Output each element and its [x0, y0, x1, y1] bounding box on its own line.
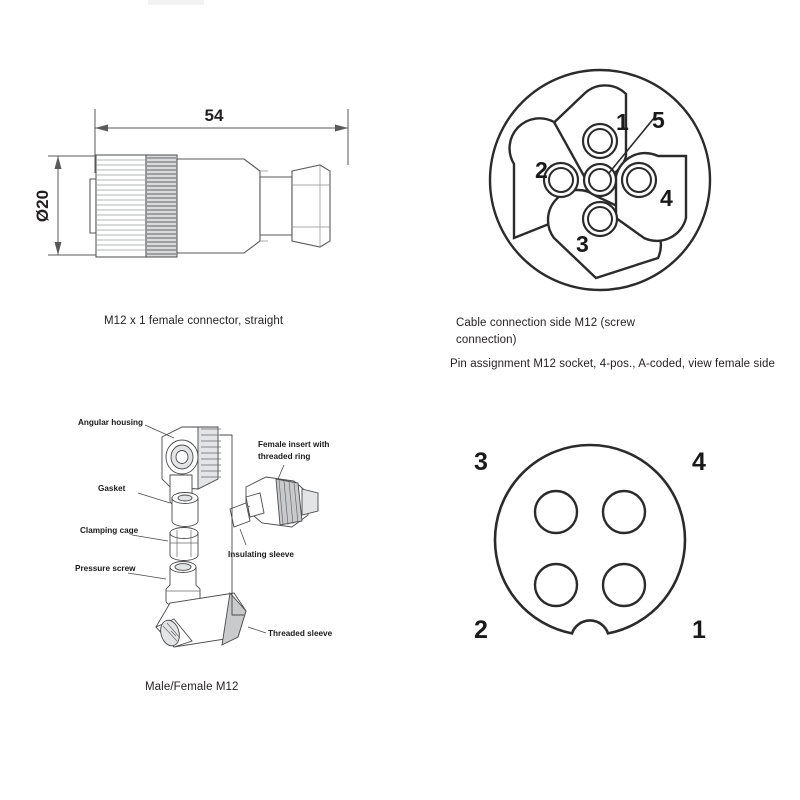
- label-threaded-sleeve: Threaded sleeve: [268, 629, 333, 638]
- part-female-insert: [230, 477, 318, 527]
- lead-threaded-sleeve: [248, 627, 266, 633]
- dimension-diameter-label: Ø20: [33, 189, 52, 223]
- pin-label-2: 2: [474, 616, 488, 644]
- connector-rear-flange: [90, 179, 96, 233]
- label-gasket: Gasket: [98, 484, 126, 493]
- pin-label-4: 4: [692, 448, 706, 476]
- connector-end-nut: [292, 165, 330, 247]
- scan-edge-strip: [148, 0, 204, 5]
- pin-label-3: 3: [474, 448, 488, 476]
- contact-4: [603, 491, 645, 533]
- lead-clamping-cage: [132, 535, 168, 541]
- lead-female-insert: [278, 465, 284, 479]
- contact-5-center: [584, 164, 616, 196]
- pin-label-1: 1: [692, 616, 706, 644]
- lead-pressure-screw: [128, 573, 166, 579]
- label-angular-housing: Angular housing: [78, 418, 144, 427]
- label-female-insert-line2: threaded ring: [258, 452, 311, 461]
- label-clamping-cage: Clamping cage: [80, 526, 139, 535]
- pin-diagram-5-caption: [456, 315, 706, 349]
- part-gasket: [172, 493, 198, 527]
- pin-label-1: 1: [616, 109, 629, 135]
- exploded-view-diagram: [70, 405, 333, 660]
- pin-diagram-5-contact: [480, 60, 720, 300]
- dimensional-drawing: [30, 95, 390, 295]
- pin-label-2: 2: [535, 157, 548, 183]
- label-female-insert-line1: Female insert with: [258, 440, 330, 449]
- contact-1: [583, 124, 617, 158]
- connector-barrel: [177, 159, 260, 253]
- lead-angular-housing: [145, 425, 174, 438]
- lead-gasket: [138, 493, 170, 503]
- lead-insulating-sleeve: [240, 529, 246, 545]
- contact-4: [622, 163, 656, 197]
- contact-1: [603, 564, 645, 606]
- pin-diagram-5-caption-line2: connection): [456, 334, 517, 346]
- connector-side-view: [90, 155, 330, 257]
- dimensional-drawing-caption: M12 x 1 female connector, straight: [104, 315, 284, 327]
- exploded-view-caption: Male/Female M12: [145, 681, 239, 693]
- pin-diagram-4-contact: [460, 430, 720, 665]
- dimension-length-label: 54: [204, 106, 224, 125]
- contact-2: [535, 564, 577, 606]
- connector-neck: [260, 177, 292, 235]
- connector-outer-circle-4: [495, 445, 685, 633]
- pin-diagram-5-caption-line1: Cable connection side M12 (screw: [456, 317, 635, 329]
- pin-label-3: 3: [576, 231, 589, 257]
- contact-3: [535, 491, 577, 533]
- part-clamping-cage: [170, 528, 198, 561]
- pin-label-4: 4: [660, 185, 673, 211]
- label-insulating-sleeve: Insulating sleeve: [228, 550, 294, 559]
- label-pressure-screw: Pressure screw: [75, 564, 136, 573]
- pin-assignment-note: Pin assignment M12 socket, 4-pos., A-coded, view female side: [450, 358, 775, 370]
- contact-2: [544, 163, 578, 197]
- pin-label-5: 5: [652, 107, 665, 133]
